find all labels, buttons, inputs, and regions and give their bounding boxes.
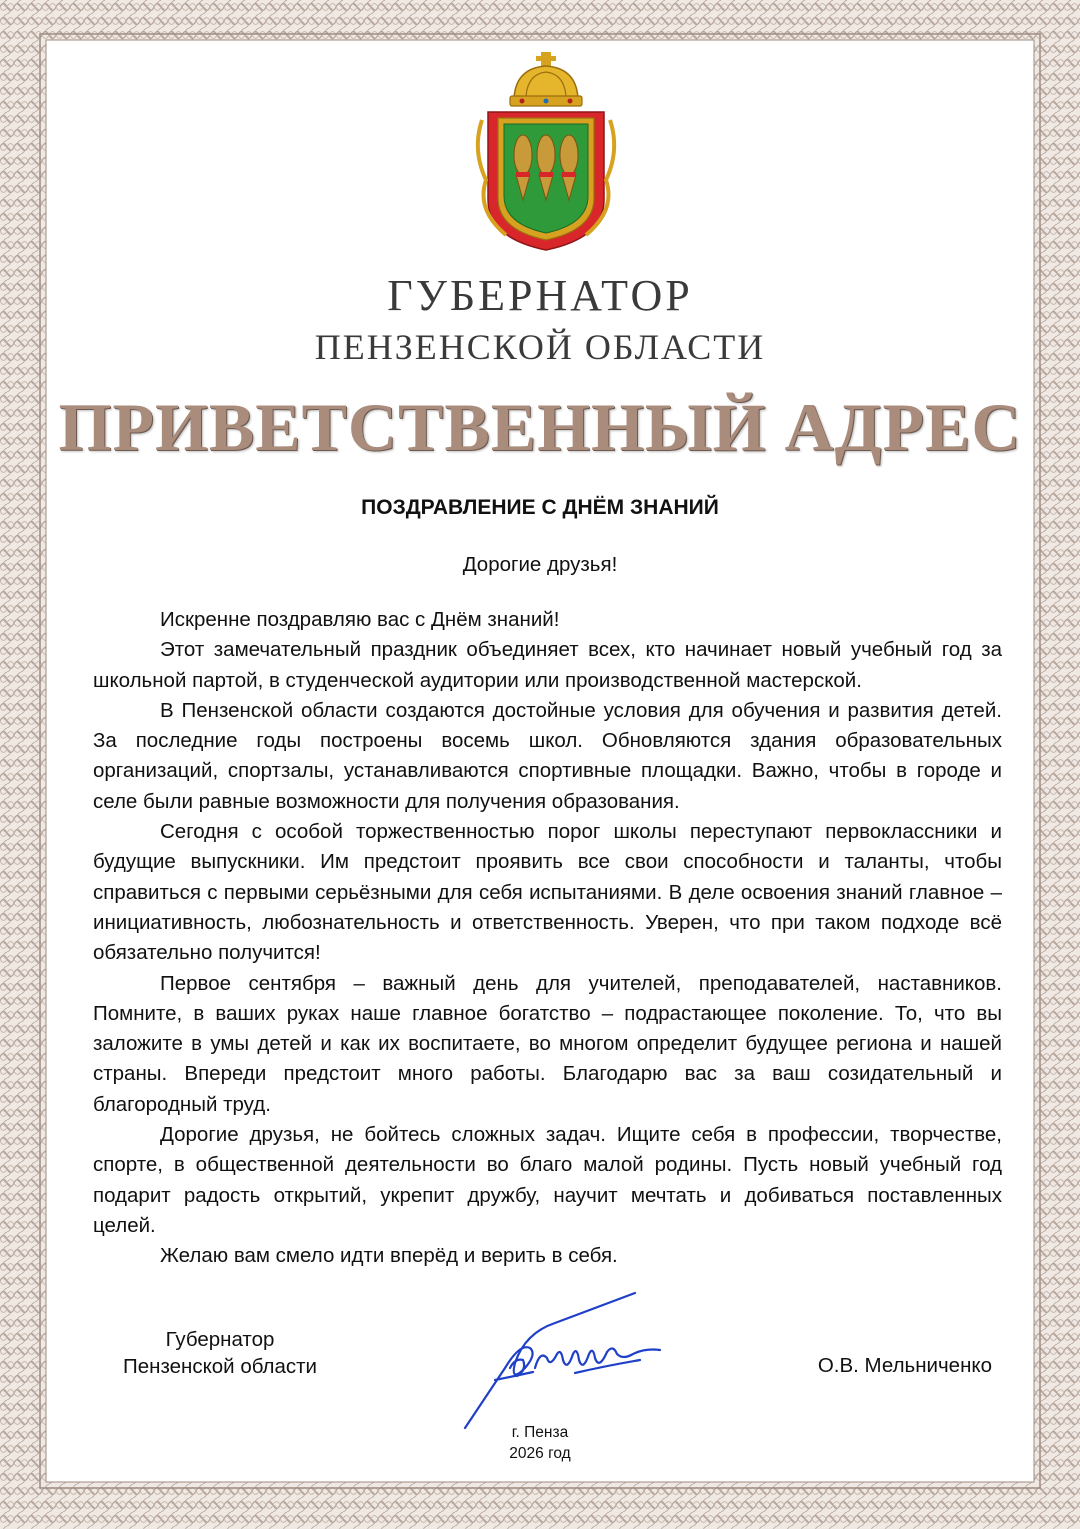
signature-icon [455,1288,695,1438]
paragraph: Желаю вам смело идти вперёд и верить в себя. [160,1244,618,1268]
letter-body [93,605,1002,1272]
document-type-title: ПРИВЕТСТВЕННЫЙ АДРЕС [58,389,1022,465]
signatory-position-line1: Губернатор [165,1328,275,1351]
greeting: Дорогие друзья! [462,553,618,576]
paragraph: Этот замечательный праздник объединяет всех, кто начинает новый учебный год за школьной партой, в студенческой аудитории или производственной мастерской. [93,638,1002,692]
header-region: ПЕНЗЕНСКОЙ ОБЛАСТИ [314,327,766,367]
signatory-name: О.В. Мельниченко [817,1354,992,1377]
paragraph: Искренне поздравляю вас с Днём знаний! [160,608,560,631]
paragraph: Первое сентября – важный день для учителей, преподавателей, наставников. Помните, в ваших руках наше главное богатство – подрастающее поколение. То, что вы заложите в умы детей и как их воспитаете, во многом определит будущее региона и нашей страны. Впереди предстоит много работы. Благодарю вас за ваш созидательный и благородный труд. [93,971,1002,1116]
signatory-position [100,1326,340,1380]
paragraph: Дорогие друзья, не бойтесь сложных задач. Ищите себя в профессии, творчестве, спорте, в общественной деятельности во благо малой родины. Пусть новый учебный год подарит радость открытий, укрепит дружбу, научит мечтать и добиваться поставленных целей. [93,1123,1002,1237]
paragraph: Сегодня с особой торжественностью порог школы переступают первоклассники и будущие выпускники. Им предстоит проявить все свои способности и таланты, чтобы справиться с первыми серьёзными для себя испытаниями. В деле освоения знаний главное – инициативность, любознательность и ответственность. Уверен, что при таком подходе всё обязательно получится! [93,820,1002,965]
city: г. Пенза [511,1424,569,1441]
year: 2026 год [509,1445,571,1462]
signatory-position-line2: Пензенской области [122,1355,318,1378]
document-subtitle: ПОЗДРАВЛЕНИЕ С ДНЁМ ЗНАНИЙ [361,496,719,519]
paragraph: В Пензенской области создаются достойные условия для обучения и развития детей. За последние годы построены восемь школ. Обновляются здания образовательных организаций, спортзалы, устанавливаются спортивные площадки. Важно, чтобы в городе и селе были равные возможности для получения образования. [93,698,1002,813]
place-and-year [0,1422,1080,1464]
coat-of-arms-icon [466,50,626,255]
header-title: ГУБЕРНАТОР [387,271,693,320]
